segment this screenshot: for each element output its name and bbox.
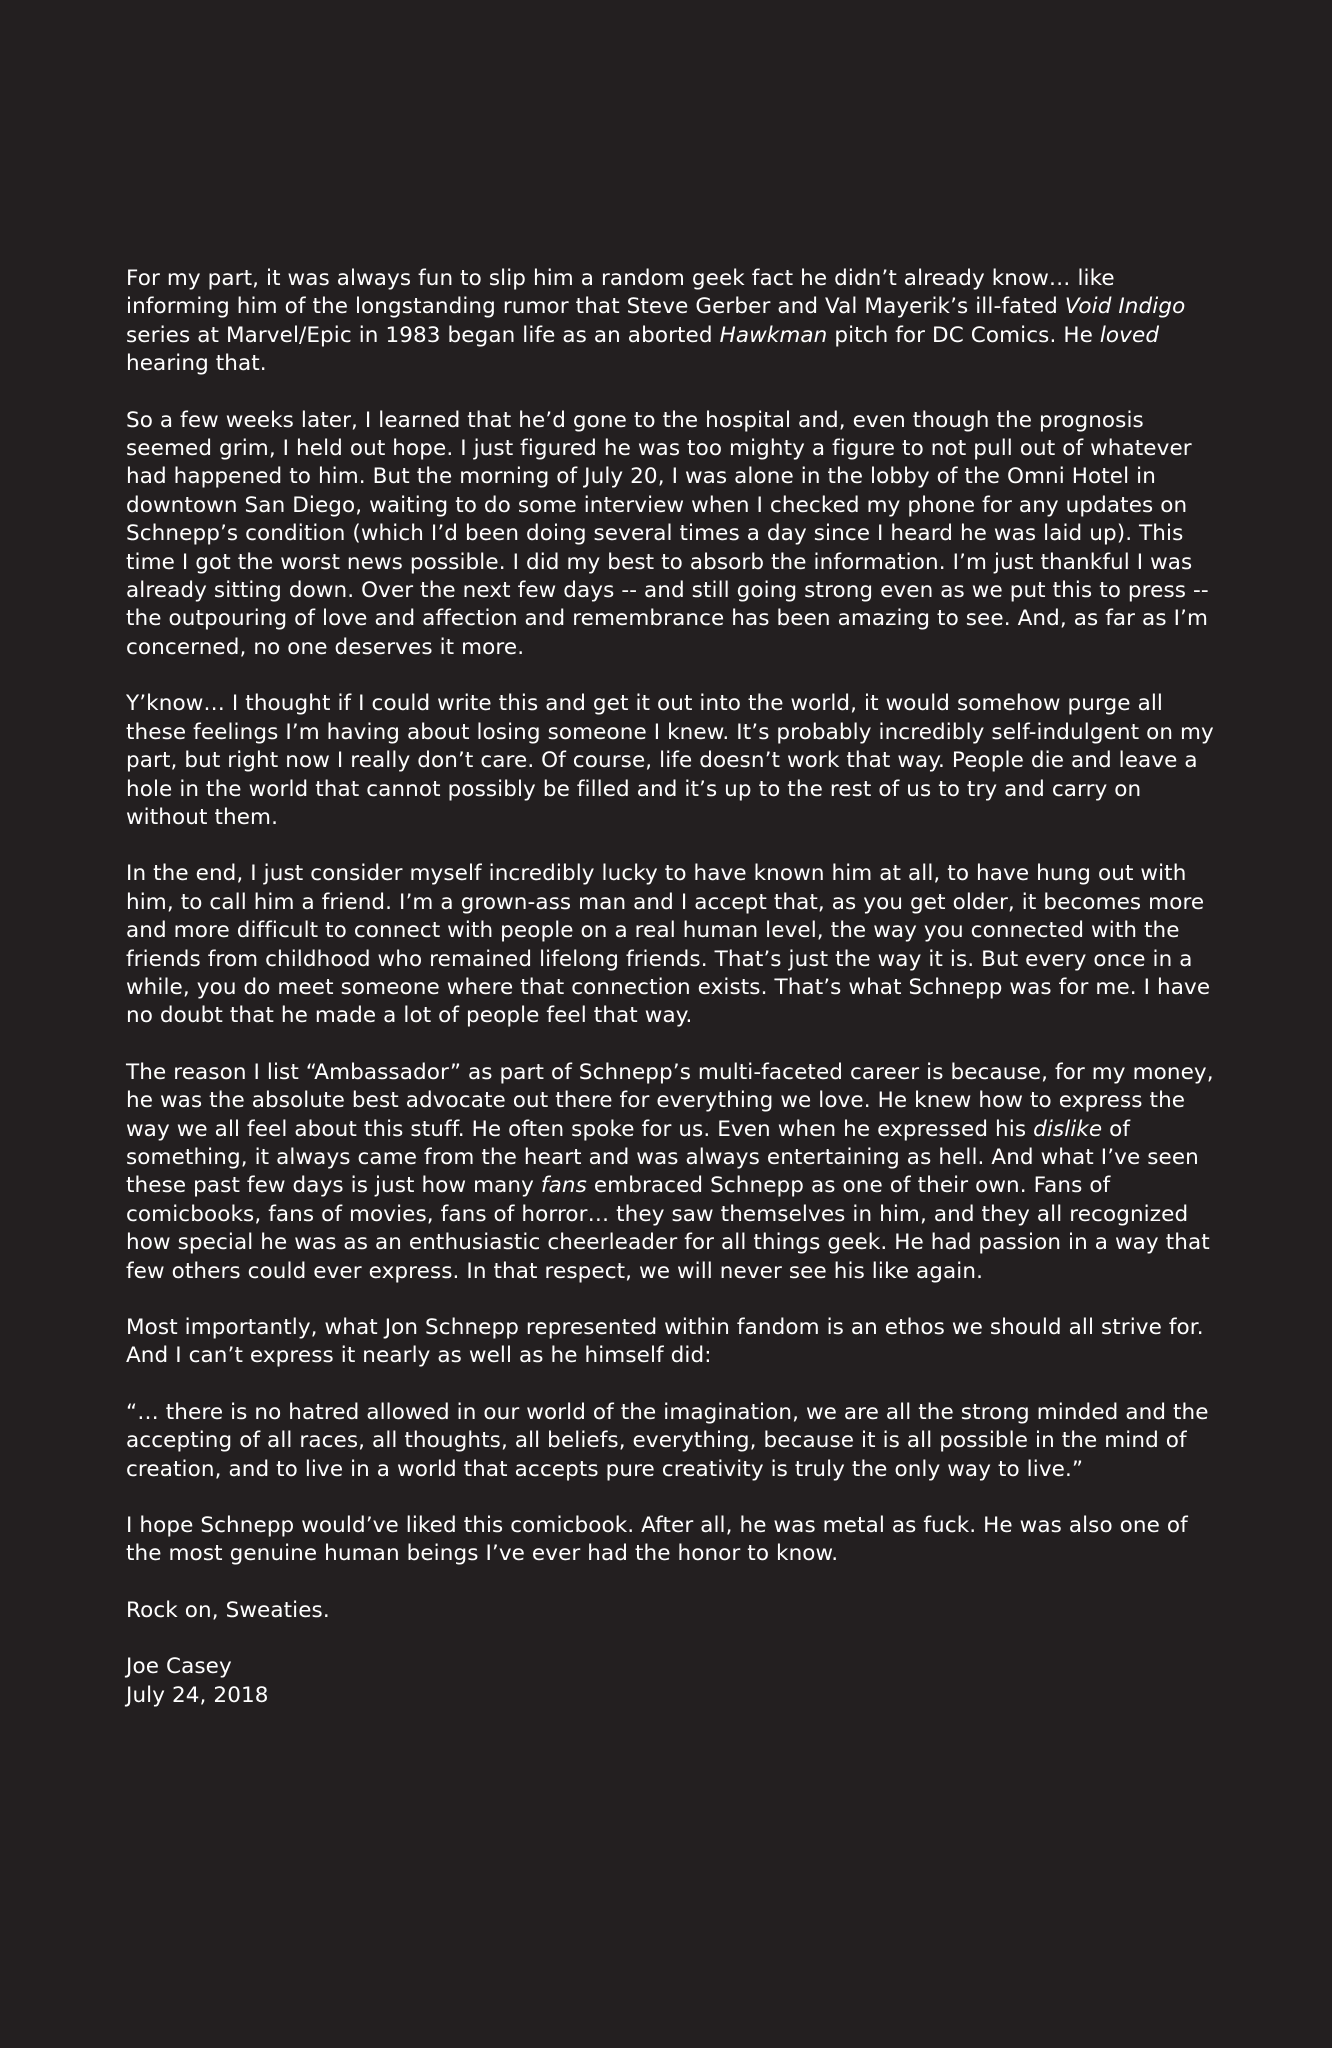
paragraph <box>126 860 1216 1030</box>
paragraph <box>126 1059 1216 1286</box>
text-run: I hope Schnepp would’ve liked this comicbook. After all, he was metal as fuck. He was also one of the most genuine human beings I’ve ever had the honor to know. <box>126 1513 1188 1567</box>
letter-body <box>126 265 1216 1710</box>
text-run: of something, it always came from the heart and was always entertaining as hell. And what I’ve seen these past few days is just how many <box>126 1116 1199 1199</box>
paragraph <box>126 690 1216 832</box>
paragraph <box>126 265 1216 379</box>
text-run: So a few weeks later, I learned that he’d gone to the hospital and, even though the prognosis seemed grim, I held out hope. I just figured he was too mighty a figure to not pull out of whatever had happened to him. But the morning of July 20, I was alone in the lobby of the Omni Hotel in downtown San Diego, waiting to do some interview when I checked my phone for any updates on Schnepp’s condition (which I’d been doing several times a day since I heard he was laid up). This time I got the worst news possible. I did my best to absorb the information. I’m just thankful I was already sitting down. Over the next few days -- and still going strong even as we put this to press -- the outpouring of love and affection and remembrance has been amazing to see. And, as far as I’m concerned, no one deserves it more. <box>126 407 1209 660</box>
author-name: Joe Casey <box>126 1654 232 1680</box>
signature-block <box>126 1653 1216 1710</box>
text-run: For my part, it was always fun to slip him a random geek fact he didn’t already know… like informing him of the longstanding rumor that Steve Gerber and Val Mayerik’s ill-fated <box>126 266 1115 320</box>
text-run: Rock on, Sweaties. <box>126 1597 330 1623</box>
text-run: “… there is no hatred allowed in our world of the imagination, we are all the strong minded and the accepting of all races, all thoughts, all beliefs, everything, because it is all possible in the mind of creation, and to live in a world that accepts pure creativity is truly the only way to live.” <box>126 1399 1209 1482</box>
paragraph <box>126 407 1216 663</box>
text-run: hearing that. <box>126 351 267 377</box>
text-run: The reason I list “Ambassador” as part of Schnepp’s multi-faceted career is because, for my money, he was the absolute best advocate out there for everything we love. He knew how to express the way we all feel about this stuff. He often spoke for us. Even when he expressed his <box>126 1059 1214 1142</box>
text-run: Most importantly, what Jon Schnepp represented within fandom is an ethos we should all strive for. And I can’t express it nearly as well as he himself did: <box>126 1315 1204 1369</box>
text-run: In the end, I just consider myself incredibly lucky to have known him at all, to have hung out with him, to call him a friend. I’m a grown-ass man and I accept that, as you get older, it becomes more and more difficult to connect with people on a real human level, the way you connected with the friends from childhood who remained lifelong friends. That’s just the way it is. But every once in a while, you do meet someone where that connection exists. That’s what Schnepp was for me. I have no doubt that he made a lot of people feel that way. <box>126 861 1211 1029</box>
text-run: series at Marvel/Epic in 1983 began life as an aborted <box>126 322 720 348</box>
italic-text: loved <box>1099 322 1160 348</box>
paragraph <box>126 1597 1216 1625</box>
text-run: embraced Schnepp as one of their own. Fans of comicbooks, fans of movies, fans of horror… they saw themselves in him, and they all recognized how special he was as an enthusiastic cheerleader for all things geek. He had passion in a way that few others could ever express. In that respect, we will never see his like again. <box>126 1173 1210 1284</box>
paragraph <box>126 1512 1216 1569</box>
italic-text: Hawkman <box>719 322 828 348</box>
paragraph-list <box>126 265 1216 1625</box>
italic-text: dislike <box>1033 1116 1103 1142</box>
italic-text: fans <box>540 1173 587 1199</box>
letter-date: July 24, 2018 <box>126 1682 269 1708</box>
italic-text: Void Indigo <box>1064 294 1186 320</box>
text-run: Y’know… I thought if I could write this and get it out into the world, it would somehow purge all these feelings I’m having about losing someone I knew. It’s probably incredibly self-indulgent on my part, but right now I really don’t care. Of course, life doesn’t work that way. People die and leave a hole in the world that cannot possibly be filled and it’s up to the rest of us to try and carry on without them. <box>126 691 1214 830</box>
paragraph <box>126 1399 1216 1484</box>
paragraph <box>126 1314 1216 1371</box>
text-run: pitch for DC Comics. He <box>827 322 1100 348</box>
